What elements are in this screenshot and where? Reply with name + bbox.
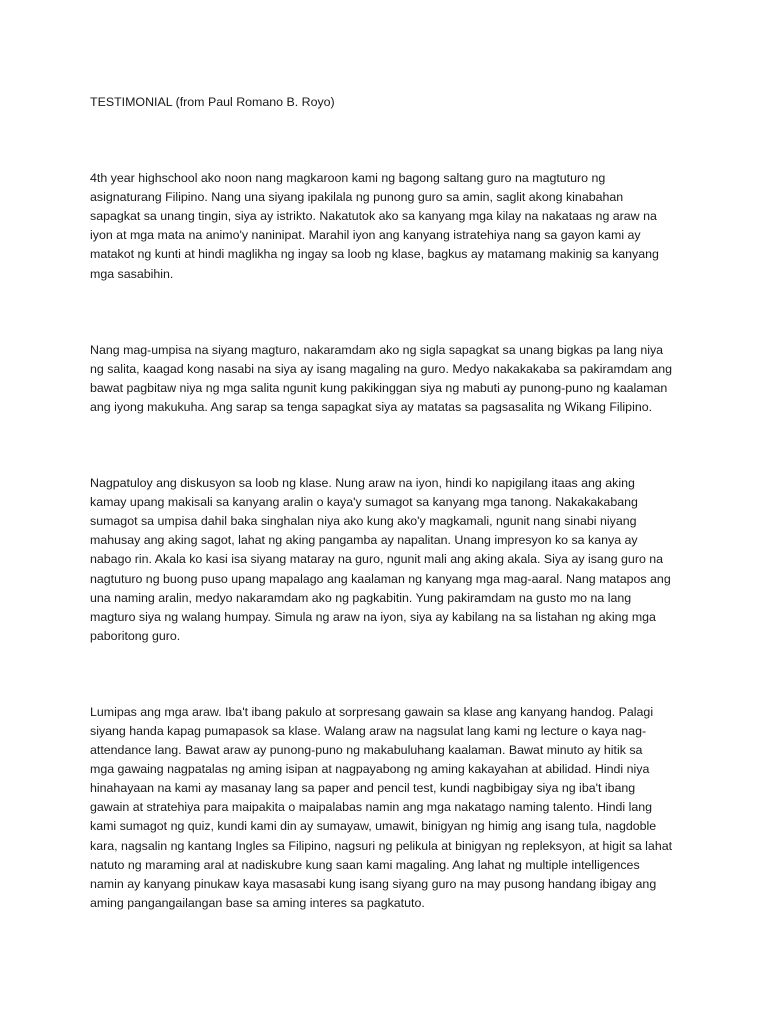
paragraph-line: bawat pagbitaw niya ng mga salita ngunit kung pakikinggan siya ng mabuti ay punong-puno ng kaalaman (90, 380, 668, 395)
paragraph-line: ang iyong makukuha. Ang sarap sa tenga sapagkat siya ay matatas sa pagsasalita ng Wikang Filipino. (90, 399, 653, 414)
paragraph-line: natuto ng maraming aral at nadiskubre kung saan kami magaling. Ang lahat ng multiple intelligences (90, 857, 640, 872)
paragraph-line: Nang mag-umpisa na siyang magturo, nakaramdam ako ng sigla sapagkat sa unang bigkas pa lang niya (90, 342, 664, 357)
paragraph-line: siyang handa kapag pumapasok sa klase. Walang araw na nagsulat lang kami ng lecture o kaya nag- (90, 723, 647, 738)
paragraph-line: Lumipas ang mga araw. Iba't ibang pakulo at sorpresang gawain sa klase ang kanyang handog. Palagi (90, 704, 654, 719)
paragraph-line: paboritong guro. (90, 628, 181, 643)
paragraph-line: aming pangangailangan base sa aming interes sa pagkatuto. (90, 895, 425, 910)
paragraph-line: nagtuturo ng buong puso upang mapalago ang kaalaman ng kanyang mga mag-aaral. Nang matapos ang (90, 571, 671, 586)
paragraph-line: magturo siya ng walang humpay. Simula ng araw na iyon, siya ay kabilang na sa listahan ng aking mga (90, 609, 656, 624)
paragraph-line: sapagkat sa unang tingin, siya ay istrikto. Nakatutok ako sa kanyang mga kilay na nakataas ng araw na (90, 209, 657, 224)
paragraph-line: matakot ng kunti at hindi maglikha ng ingay sa loob ng klase, bagkus ay matamang makinig sa kanyang (90, 247, 659, 262)
paragraph-4 (90, 703, 690, 913)
paragraph-line: namin ay kanyang pinukaw kaya masasabi kung isang siyang guro na may pusong handang ibigay ang (90, 876, 657, 891)
paragraph-line: attendance lang. Bawat araw ay punong-puno ng makabuluhang kaalaman. Bawat minuto ay hitik sa (90, 743, 643, 758)
document-body (90, 93, 690, 970)
paragraph-line: iyon at mga mata na animo'y naninipat. Marahil iyon ang kanyang istratehiya nang sa gayon kami ay (90, 228, 641, 243)
paragraph-line: kamay upang makisali sa kanyang aralin o kaya'y sumagot sa kanyang mga tanong. Nakakakabang (90, 495, 638, 510)
paragraph-line: kami sumagot ng quiz, kundi kami din ay sumayaw, umawit, binigyan ng himig ang isang tula, nagdoble (90, 819, 657, 834)
paragraph-line: mahusay ang aking sagot, lahat ng aking pangamba ay napalitan. Unang impresyon ko sa kanya ay (90, 533, 638, 548)
paragraph-line: 4th year highschool ako noon nang magkaroon kami ng bagong saltang guro na magtuturo ng (90, 171, 606, 186)
document-title: TESTIMONIAL (from Paul Romano B. Royo) (90, 95, 335, 109)
paragraph-line: nabago rin. Akala ko kasi isa siyang mataray na guro, ngunit mali ang aking akala. Siya ay isang guro na (90, 552, 664, 567)
paragraph-line: kara, nagsalin ng kantang Ingles sa Filipino, nagsuri ng pelikula at binigyan ng repleksyon, at higit sa lahat (90, 838, 673, 853)
paragraph-line: ng salita, kaagad kong nasabi na siya ay isang magaling na guro. Medyo nakakakaba sa pakiramdam ang (90, 361, 673, 376)
paragraph-2 (90, 341, 690, 417)
paragraph-line: hinahayaan na kami ay masanay lang sa paper and pencil test, kundi nagbibigay siya ng iba't ibang (90, 781, 636, 796)
paragraph-line: asignaturang Filipino. Nang una siyang ipakilala ng punong guro sa amin, saglit akong kinabahan (90, 190, 624, 205)
paragraph-line: mga gawaing nagpatalas ng aming isipan at nagpayabong ng aming kakayahan at abilidad. Hindi niya (90, 762, 650, 777)
paragraph-1 (90, 169, 690, 284)
paragraph-3 (90, 474, 690, 646)
paragraph-line: Nagpatuloy ang diskusyon sa loob ng klase. Nung araw na iyon, hindi ko napigilang itaas ang aking (90, 476, 635, 491)
paragraph-line: gawain at stratehiya para maipakita o maipalabas namin ang mga nakatago naming talento. Hindi lang (90, 800, 653, 815)
paragraph-line: sumagot sa umpisa dahil baka singhalan niya ako kung ako'y magkamali, ngunit nang sinabi niyang (90, 514, 637, 529)
paragraph-line: mga sasabihin. (90, 266, 174, 281)
paragraph-line: una naming aralin, medyo nakaramdam ako ng pagkabitin. Yung pakiramdam na gusto mo na lang (90, 590, 632, 605)
